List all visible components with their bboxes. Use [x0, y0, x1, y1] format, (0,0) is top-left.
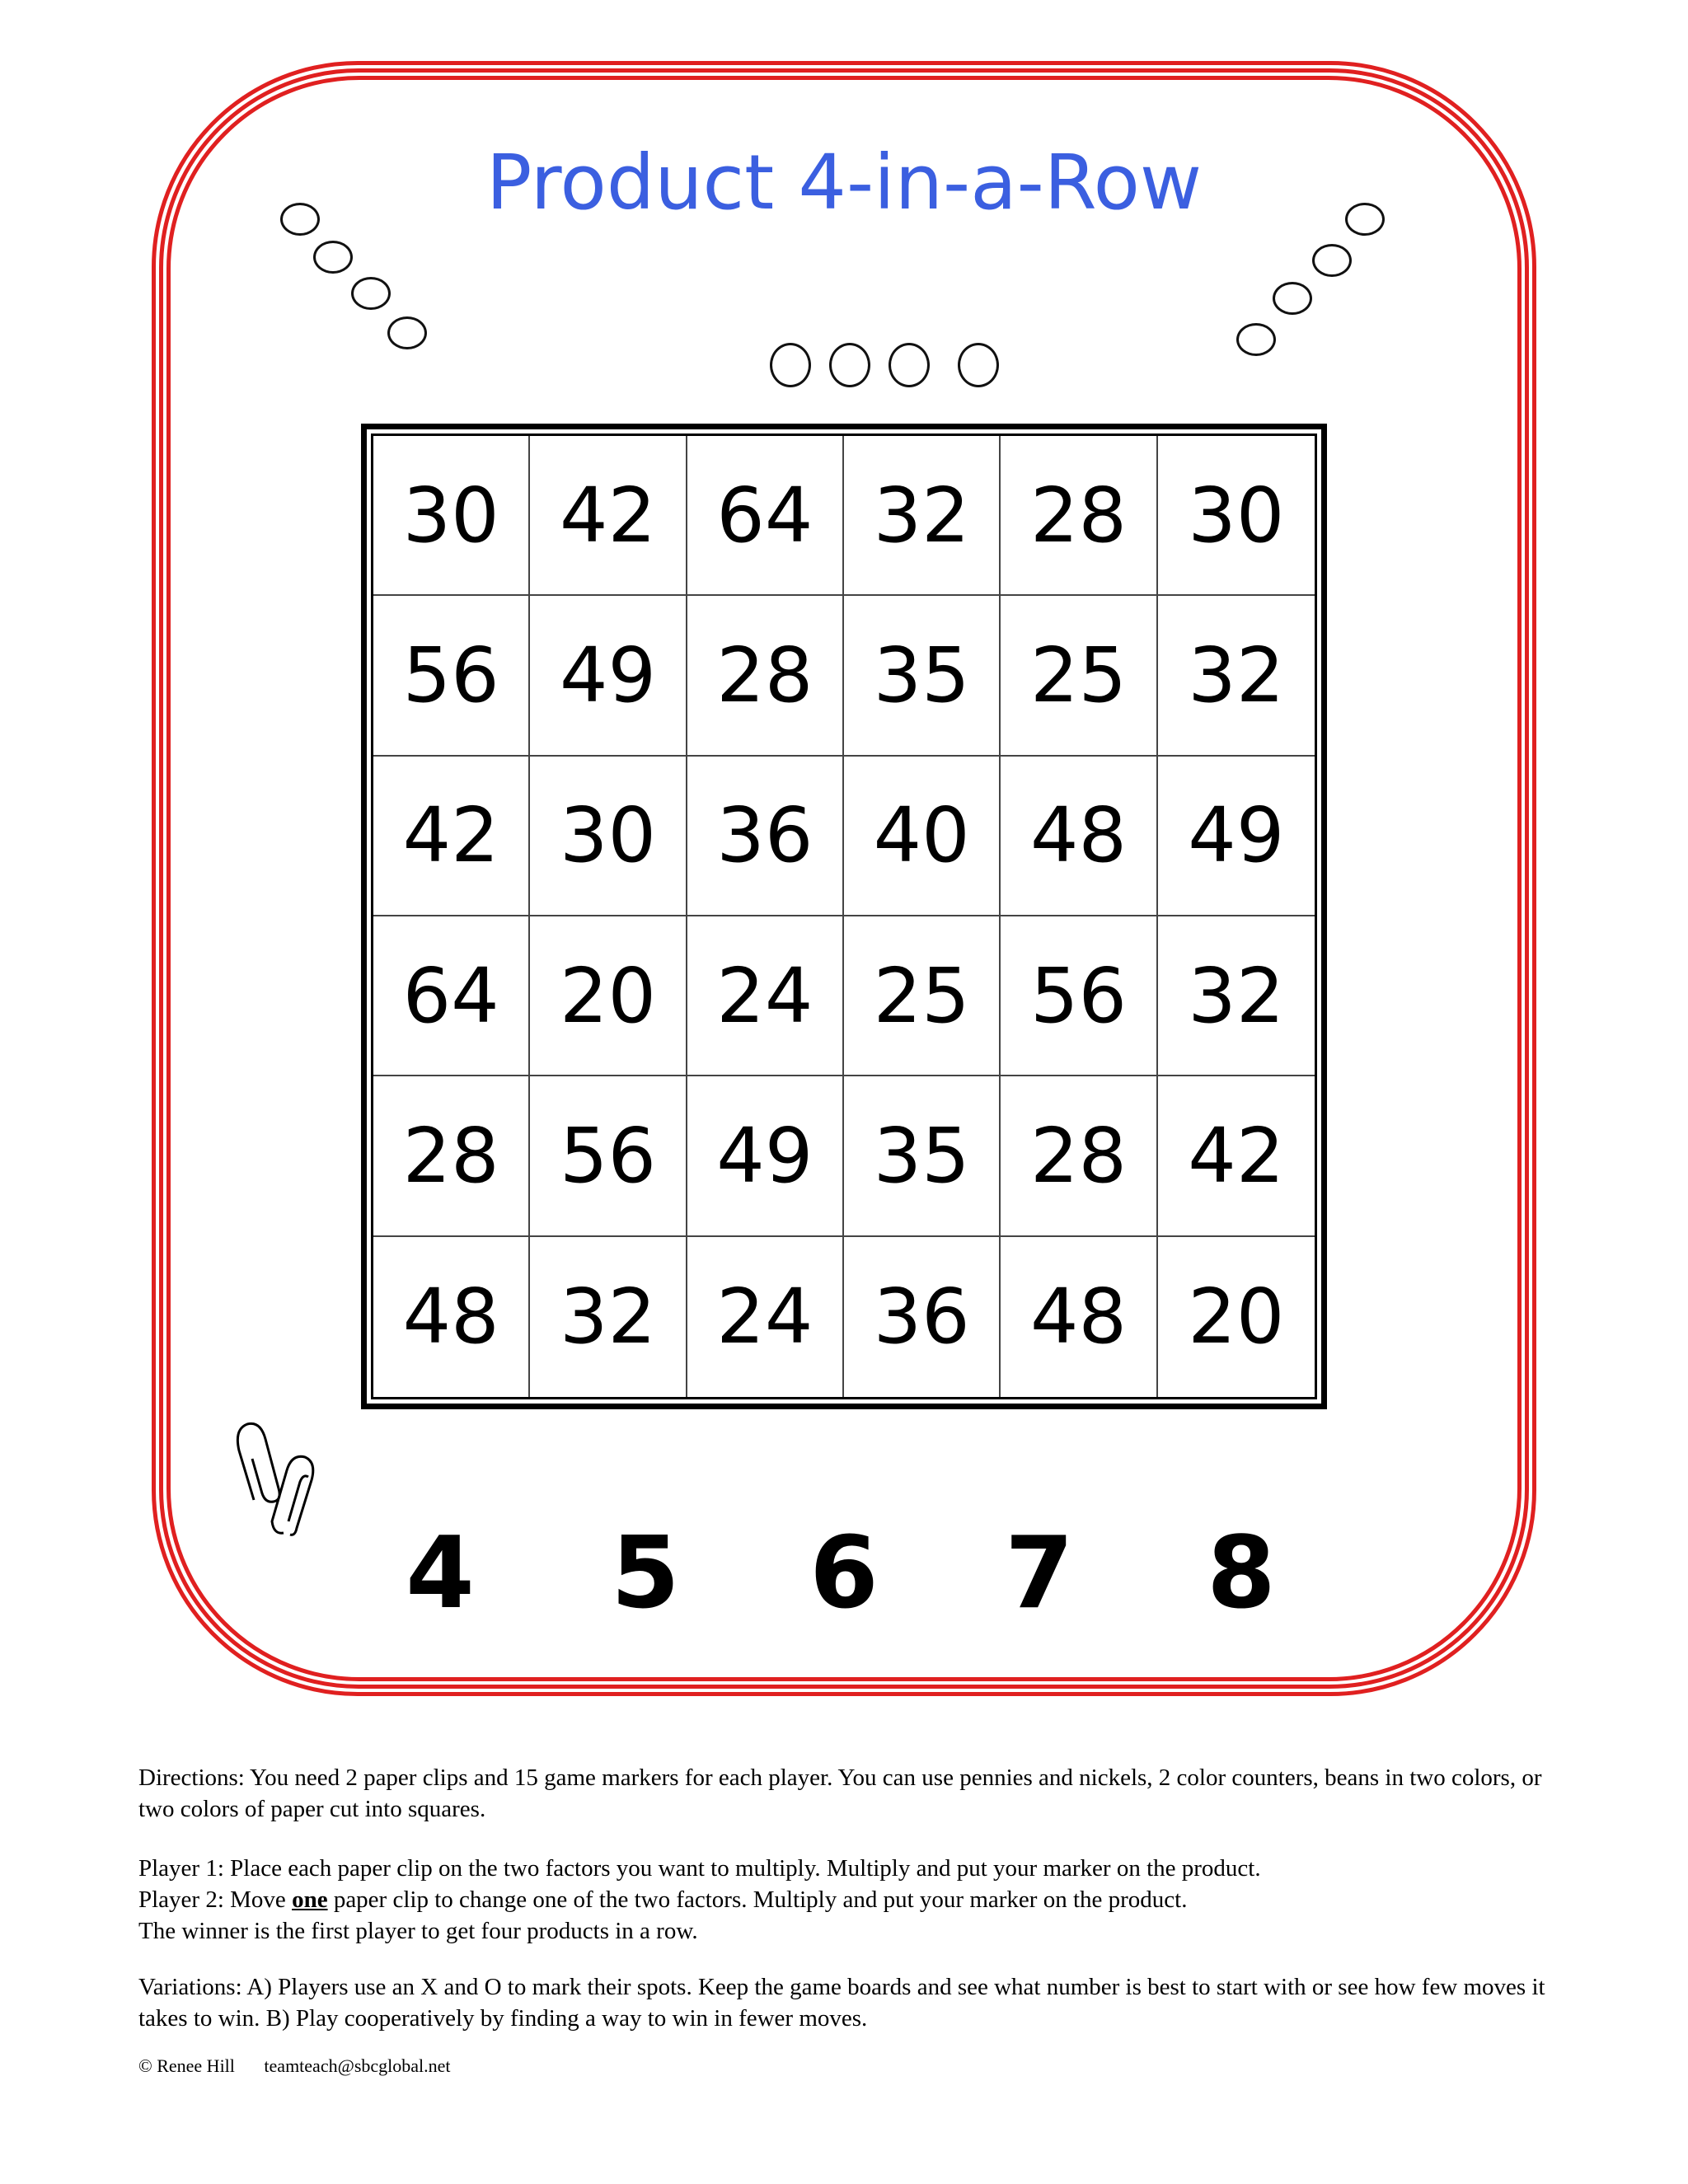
board-cell[interactable]: 35 [844, 596, 1001, 756]
player1-instruction: Player 1: Place each paper clip on the two factors you want to multiply. Multiply and put your marker on the product. [138, 1855, 1261, 1882]
circle-marker-icon[interactable] [387, 316, 427, 349]
circle-marker-icon[interactable] [829, 343, 870, 387]
circle-marker-icon[interactable] [770, 343, 811, 387]
game-title: Product 4-in-a-Row [485, 138, 1203, 227]
author-credit: © Renee Hill [138, 2055, 235, 2076]
board-cell[interactable]: 48 [1001, 757, 1157, 916]
board-cell[interactable]: 36 [687, 757, 844, 916]
player2-instruction: Player 2: Move one paper clip to change one of the two factors. Multiply and put your marker on the product. [138, 1886, 1188, 1913]
board-cell[interactable]: 48 [373, 1237, 530, 1397]
board-cell[interactable]: 32 [844, 436, 1001, 596]
board-cell[interactable]: 20 [530, 916, 687, 1076]
winner-instruction: The winner is the first player to get four products in a row. [138, 1918, 698, 1944]
board-cell[interactable]: 42 [530, 436, 687, 596]
board-cell[interactable]: 48 [1001, 1237, 1157, 1397]
board-cell[interactable]: 56 [373, 596, 530, 756]
circle-marker-icon[interactable] [1236, 323, 1276, 356]
board-cell[interactable]: 20 [1188, 1272, 1285, 1361]
credit-line [138, 2055, 476, 2077]
circle-marker-icon[interactable] [889, 343, 930, 387]
board-cell[interactable]: 49 [530, 596, 687, 756]
board-cell[interactable]: 56 [530, 1076, 687, 1236]
board-cell[interactable]: 56 [1001, 916, 1157, 1076]
board-cell[interactable]: 28 [687, 596, 844, 756]
circle-marker-icon[interactable] [313, 241, 353, 274]
board-cell[interactable]: 25 [1001, 596, 1157, 756]
factor-4[interactable]: 4 [406, 1516, 475, 1631]
board-cell[interactable]: 64 [687, 436, 844, 596]
circle-marker-icon[interactable] [958, 343, 999, 387]
directions-paragraph: Directions: You need 2 paper clips and 15 game markers for each player. You can use pennies and nickels, 2 color counters, beans in two colors, or two colors of paper cut into squares. [138, 1765, 1542, 1822]
factor-6[interactable]: 6 [809, 1516, 879, 1631]
directions-text [138, 1762, 1573, 1825]
board-cell[interactable]: 28 [1001, 436, 1157, 596]
board-cell[interactable]: 36 [844, 1237, 1001, 1397]
factor-7[interactable]: 7 [1005, 1516, 1074, 1631]
circle-marker-icon[interactable] [280, 203, 320, 236]
variations-text [138, 1971, 1573, 2034]
board-cell[interactable]: 35 [844, 1076, 1001, 1236]
board-cell[interactable]: 32 [530, 1237, 687, 1397]
player-instructions [138, 1853, 1573, 1947]
board-cell[interactable]: 28 [1001, 1076, 1157, 1236]
board-cell[interactable]: 30 [373, 436, 530, 596]
board-cell[interactable]: 49 [687, 1076, 844, 1236]
board-cell[interactable]: 28 [373, 1076, 530, 1236]
circle-marker-icon[interactable] [1345, 203, 1385, 236]
board-cell[interactable]: 25 [844, 916, 1001, 1076]
factor-row [0, 1516, 1688, 1632]
board-cell[interactable]: 49 [1158, 757, 1315, 916]
author-email: teamteach@sbcglobal.net [264, 2055, 451, 2076]
board-cell[interactable]: 30 [530, 757, 687, 916]
circle-marker-icon[interactable] [1273, 282, 1312, 315]
emphasis-one: one [292, 1886, 328, 1913]
board-cell[interactable]: 24 [687, 1237, 844, 1397]
board-cell[interactable]: 40 [844, 757, 1001, 916]
circle-marker-icon[interactable] [1312, 244, 1352, 277]
board-cell[interactable]: 64 [373, 916, 530, 1076]
game-board [371, 434, 1317, 1399]
board-cell[interactable]: 32 [1158, 596, 1315, 756]
circle-marker-icon[interactable] [351, 277, 391, 310]
board-cell[interactable]: 30 [1158, 436, 1315, 596]
factor-8[interactable]: 8 [1207, 1516, 1276, 1631]
board-cell[interactable]: 42 [373, 757, 530, 916]
board-cell[interactable]: 24 [687, 916, 844, 1076]
board-cell[interactable]: 42 [1158, 1076, 1315, 1236]
board-cell[interactable]: 32 [1158, 916, 1315, 1076]
factor-5[interactable]: 5 [611, 1516, 680, 1631]
variations-paragraph: Variations: A) Players use an X and O to mark their spots. Keep the game boards and see what number is best to start with or see how few moves it takes to win. B) Play cooperatively by finding a way to win in fewer moves. [138, 1974, 1545, 2032]
